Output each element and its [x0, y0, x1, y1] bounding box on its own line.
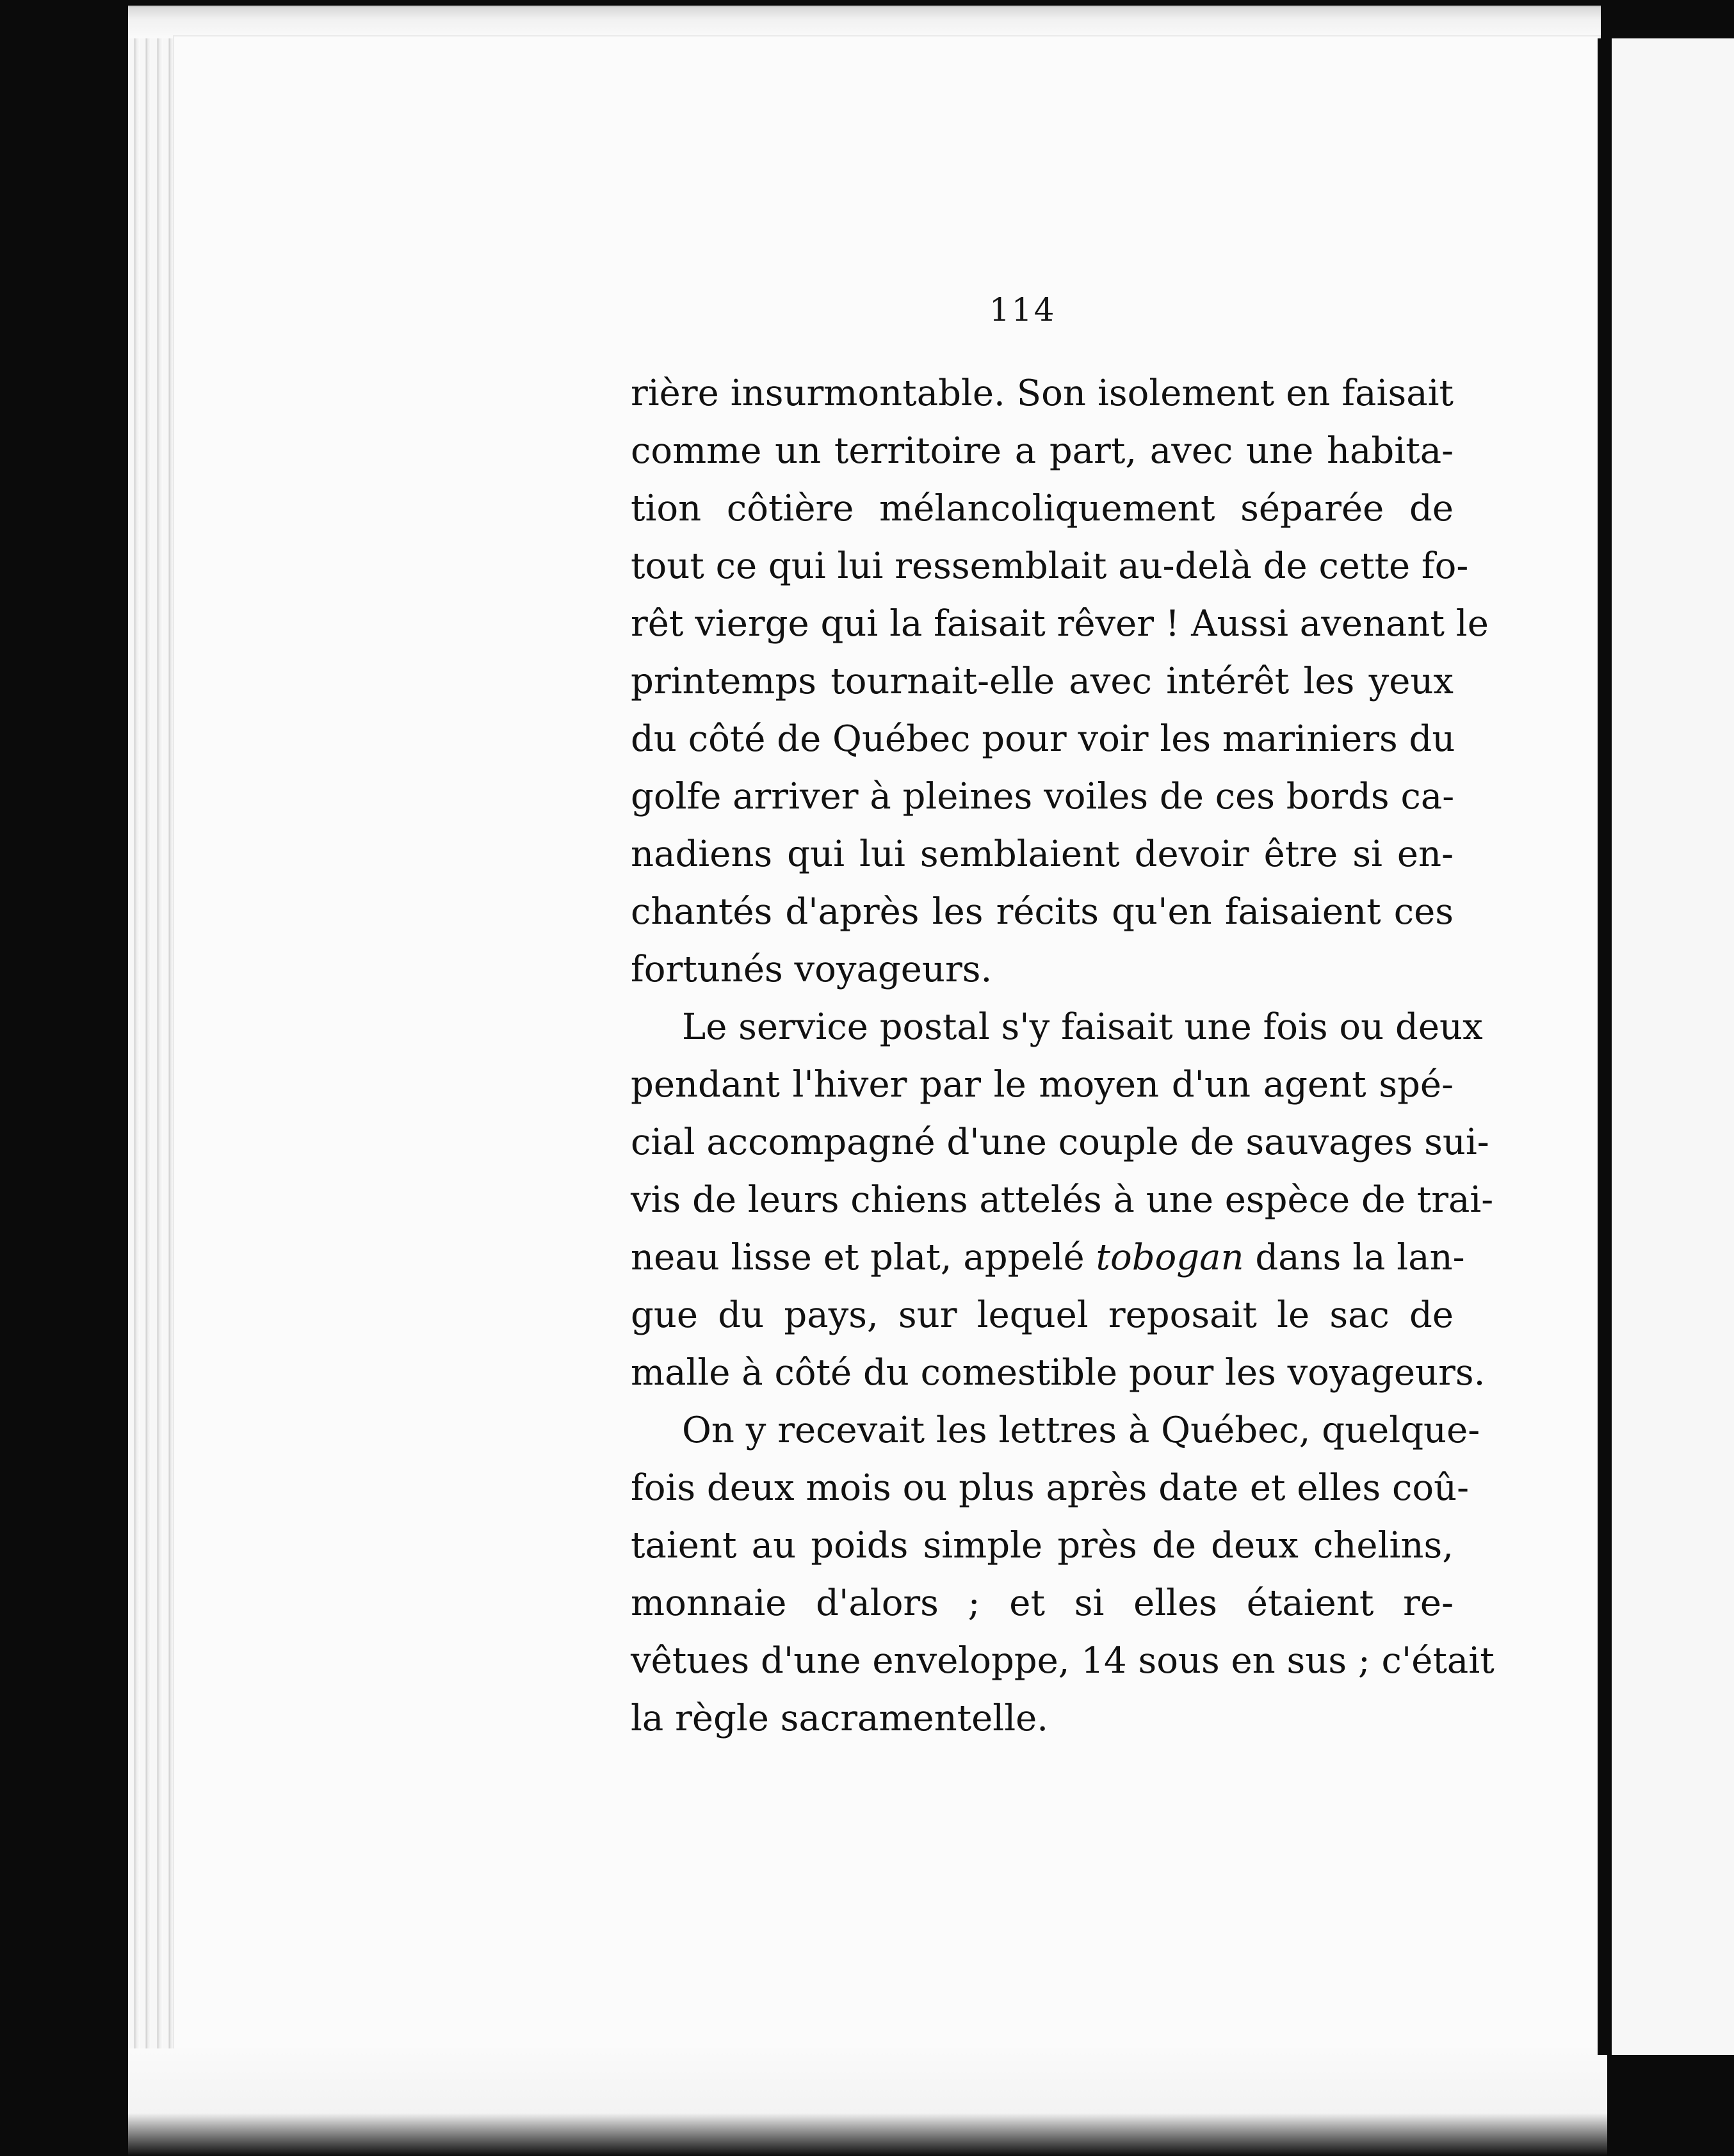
italic-term: tobogan: [1096, 1237, 1244, 1278]
text-line: monnaie d'alors ; et si elles étaient re-: [631, 1582, 1454, 1624]
text-line: malle à côté du comestible pour les voyageurs.: [631, 1352, 1486, 1394]
page-top-edge: [128, 0, 1601, 38]
text-line: tout ce qui lui ressemblait au-delà de cette fo-: [631, 545, 1469, 587]
text-line: comme un territoire a part, avec une habita-: [631, 430, 1454, 472]
text-line: Le service postal s'y faisait une fois ou deux: [682, 1006, 1483, 1048]
text-line: cial accompagné d'une couple de sauvages sui-: [631, 1122, 1489, 1163]
text-line: pendant l'hiver par le moyen d'un agent spé-: [631, 1064, 1454, 1106]
facing-page-strip: [1612, 38, 1734, 2055]
text-line: tion côtière mélancoliquement séparée de: [631, 488, 1454, 529]
book-gutter: [1598, 38, 1612, 2055]
text-line: [631, 1229, 1465, 1287]
text-line: printemps tournait-elle avec intérêt les yeux: [631, 661, 1454, 702]
text-line: golfe arriver à pleines voiles de ces bords ca-: [631, 776, 1455, 817]
page-number: 114: [989, 291, 1057, 328]
text-line: gue du pays, sur lequel reposait le sac de: [631, 1294, 1454, 1336]
text-line: rière insurmontable. Son isolement en faisait: [631, 373, 1454, 414]
text-line: nadiens qui lui semblaient devoir être si en-: [631, 833, 1454, 875]
text-line: rêt vierge qui la faisait rêver ! Aussi avenant le: [631, 603, 1489, 645]
text-line: vis de leurs chiens attelés à une espèce de trai-: [631, 1179, 1494, 1221]
text-segment: dans la lan-: [1244, 1237, 1465, 1278]
text-line: On y recevait les lettres à Québec, quelque-: [682, 1410, 1480, 1451]
page-bottom-edge: [128, 2048, 1607, 2156]
text-segment: neau lisse et plat, appelé: [631, 1237, 1096, 1278]
text-line: du côté de Québec pour voir les mariniers du: [631, 718, 1455, 760]
text-line: fortunés voyageurs.: [631, 949, 993, 990]
facing-page-shadow: [1612, 2055, 1734, 2156]
body-text: [631, 365, 1495, 1748]
text-line: fois deux mois ou plus après date et elles coû-: [631, 1467, 1470, 1509]
text-line: vêtues d'une enveloppe, 14 sous en sus ; c'était: [631, 1640, 1495, 1682]
text-line: la règle sacramentelle.: [631, 1698, 1049, 1739]
text-line: chantés d'après les récits qu'en faisaient ces: [631, 891, 1454, 933]
text-line: taient au poids simple près de deux chelins,: [631, 1525, 1454, 1566]
